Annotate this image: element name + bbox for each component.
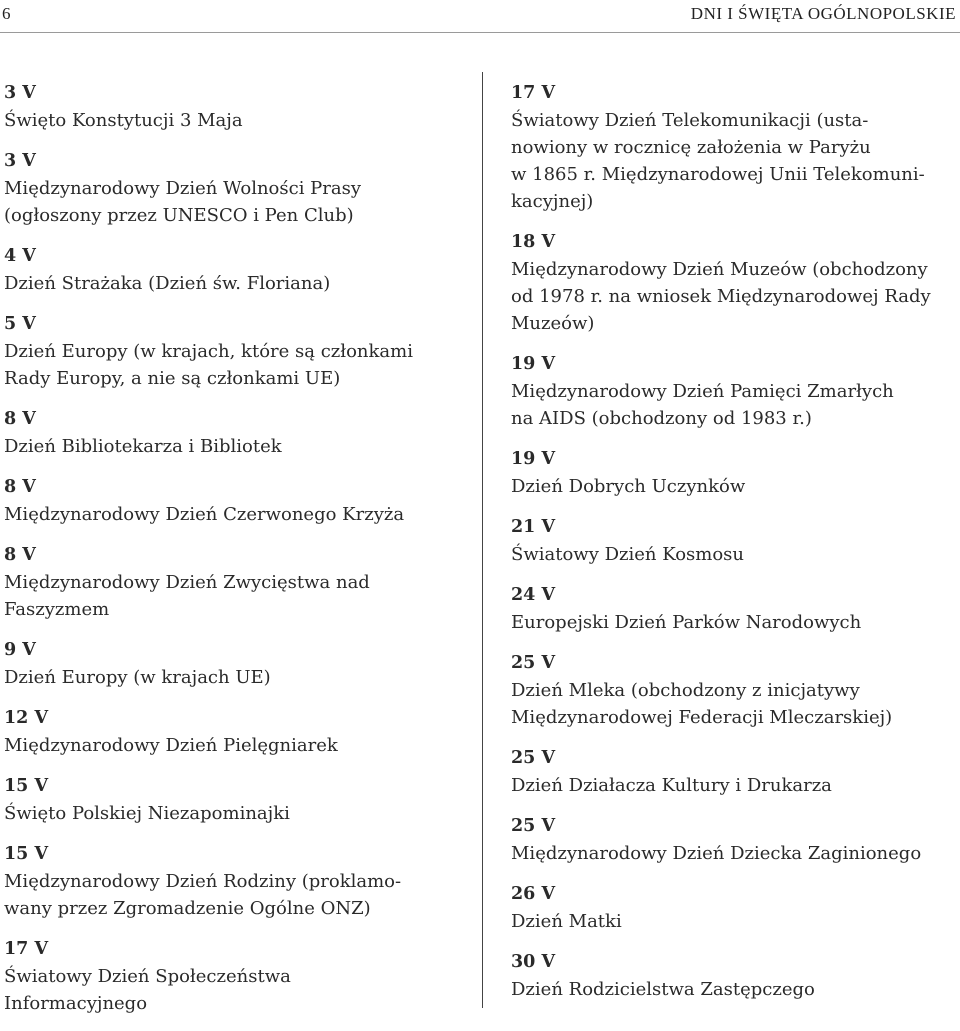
holiday-description-line: Europejski Dzień Parków Narodowych [511, 612, 862, 633]
holiday-description-line: Święto Polskiej Niezapominajki [4, 803, 290, 824]
holiday-date: 18 V [511, 232, 556, 252]
holiday-date: 5 V [4, 314, 36, 334]
holiday-date: 30 V [511, 952, 556, 972]
holiday-date: 25 V [511, 748, 556, 768]
right-column [511, 80, 960, 1017]
holiday-description-line: Faszyzmem [4, 599, 110, 620]
holiday-date: 15 V [4, 844, 49, 864]
holiday-description-line: Dzień Działacza Kultury i Drukarza [511, 775, 832, 796]
holiday-description-line: Międzynarodowy Dzień Rodziny (proklamo- [4, 871, 402, 892]
holiday-entry [4, 311, 466, 392]
holiday-entry [511, 229, 960, 337]
holiday-entry [4, 80, 466, 134]
holiday-date: 3 V [4, 151, 36, 171]
holiday-entry [4, 841, 466, 922]
holiday-date: 8 V [4, 477, 36, 497]
holiday-entry [4, 406, 466, 460]
holiday-description-line: Dzień Rodzicielstwa Zastępczego [511, 979, 815, 1000]
holiday-description-line: Międzynarodowy Dzień Dziecka Zaginionego [511, 843, 922, 864]
holiday-date: 19 V [511, 449, 556, 469]
page-header [0, 0, 960, 33]
holiday-description-line: Światowy Dzień Kosmosu [511, 544, 745, 565]
holiday-description-line: Muzeów) [511, 313, 595, 334]
holiday-description-line: Dzień Strażaka (Dzień św. Floriana) [4, 273, 331, 294]
holiday-date: 12 V [4, 708, 49, 728]
left-column [4, 80, 466, 1031]
holiday-date: 21 V [511, 517, 556, 537]
holiday-description-line: Dzień Matki [511, 911, 622, 932]
running-title: DNI I ŚWIĘTA OGÓLNOPOLSKIE [690, 4, 956, 23]
holiday-description-line: Międzynarodowy Dzień Czerwonego Krzyża [4, 504, 405, 525]
holiday-entry [4, 637, 466, 691]
holiday-description-line: na AIDS (obchodzony od 1983 r.) [511, 408, 812, 429]
holiday-entry [511, 80, 960, 215]
holiday-date: 8 V [4, 545, 36, 565]
holiday-description-line: od 1978 r. na wniosek Międzynarodowej Rady [511, 286, 931, 307]
holiday-date: 17 V [4, 939, 49, 959]
holiday-description-line: Dzień Mleka (obchodzony z inicjatywy [511, 680, 860, 701]
holiday-description-line: wany przez Zgromadzenie Ogólne ONZ) [4, 898, 371, 919]
holiday-description-line: Międzynarodowy Dzień Pielęgniarek [4, 735, 338, 756]
holiday-entry [511, 514, 960, 568]
holiday-entry [4, 542, 466, 623]
holiday-description-line: Rady Europy, a nie są członkami UE) [4, 368, 341, 389]
holiday-date: 9 V [4, 640, 36, 660]
holiday-description-line: Międzynarodowy Dzień Pamięci Zmarłych [511, 381, 894, 402]
holiday-date: 25 V [511, 816, 556, 836]
holiday-entry [511, 813, 960, 867]
holiday-entry [4, 773, 466, 827]
holiday-entry [4, 243, 466, 297]
holiday-description-line: Międzynarodowy Dzień Zwycięstwa nad [4, 572, 370, 593]
holiday-description-line: Światowy Dzień Telekomunikacji (usta- [511, 110, 869, 131]
column-divider [482, 72, 483, 1008]
holiday-description-line: Międzynarodowej Federacji Mleczarskiej) [511, 707, 893, 728]
holiday-entry [511, 582, 960, 636]
holiday-entry [511, 446, 960, 500]
holiday-description-line: Międzynarodowy Dzień Muzeów (obchodzony [511, 259, 928, 280]
holiday-description-line: Dzień Dobrych Uczynków [511, 476, 746, 497]
holiday-description-line: kacyjnej) [511, 191, 594, 212]
holiday-entry [511, 949, 960, 1003]
holiday-date: 8 V [4, 409, 36, 429]
holiday-date: 3 V [4, 83, 36, 103]
holiday-entry [4, 148, 466, 229]
holiday-date: 15 V [4, 776, 49, 796]
page-number: 6 [2, 4, 11, 23]
holiday-description-line: Święto Konstytucji 3 Maja [4, 110, 243, 131]
holiday-date: 17 V [511, 83, 556, 103]
holiday-entry [4, 936, 466, 1017]
holiday-date: 4 V [4, 246, 36, 266]
holiday-description-line: Dzień Bibliotekarza i Bibliotek [4, 436, 282, 457]
holiday-date: 19 V [511, 354, 556, 374]
holiday-entry [4, 474, 466, 528]
holiday-entry [4, 705, 466, 759]
holiday-description-line: Światowy Dzień Społeczeństwa [4, 966, 291, 987]
holiday-description-line: Informacyjnego [4, 993, 148, 1014]
holiday-entry [511, 881, 960, 935]
holiday-description-line: nowiony w rocznicę założenia w Paryżu [511, 137, 871, 158]
holiday-date: 25 V [511, 653, 556, 673]
holiday-description-line: Dzień Europy (w krajach UE) [4, 667, 271, 688]
holiday-date: 26 V [511, 884, 556, 904]
holiday-entry [511, 745, 960, 799]
holiday-description-line: (ogłoszony przez UNESCO i Pen Club) [4, 205, 354, 226]
holiday-date: 24 V [511, 585, 556, 605]
holiday-entry [511, 650, 960, 731]
holiday-description-line: w 1865 r. Międzynarodowej Unii Telekomuni- [511, 164, 925, 185]
holiday-description-line: Międzynarodowy Dzień Wolności Prasy [4, 178, 362, 199]
holiday-description-line: Dzień Europy (w krajach, które są członkami [4, 341, 413, 362]
holiday-entry [511, 351, 960, 432]
